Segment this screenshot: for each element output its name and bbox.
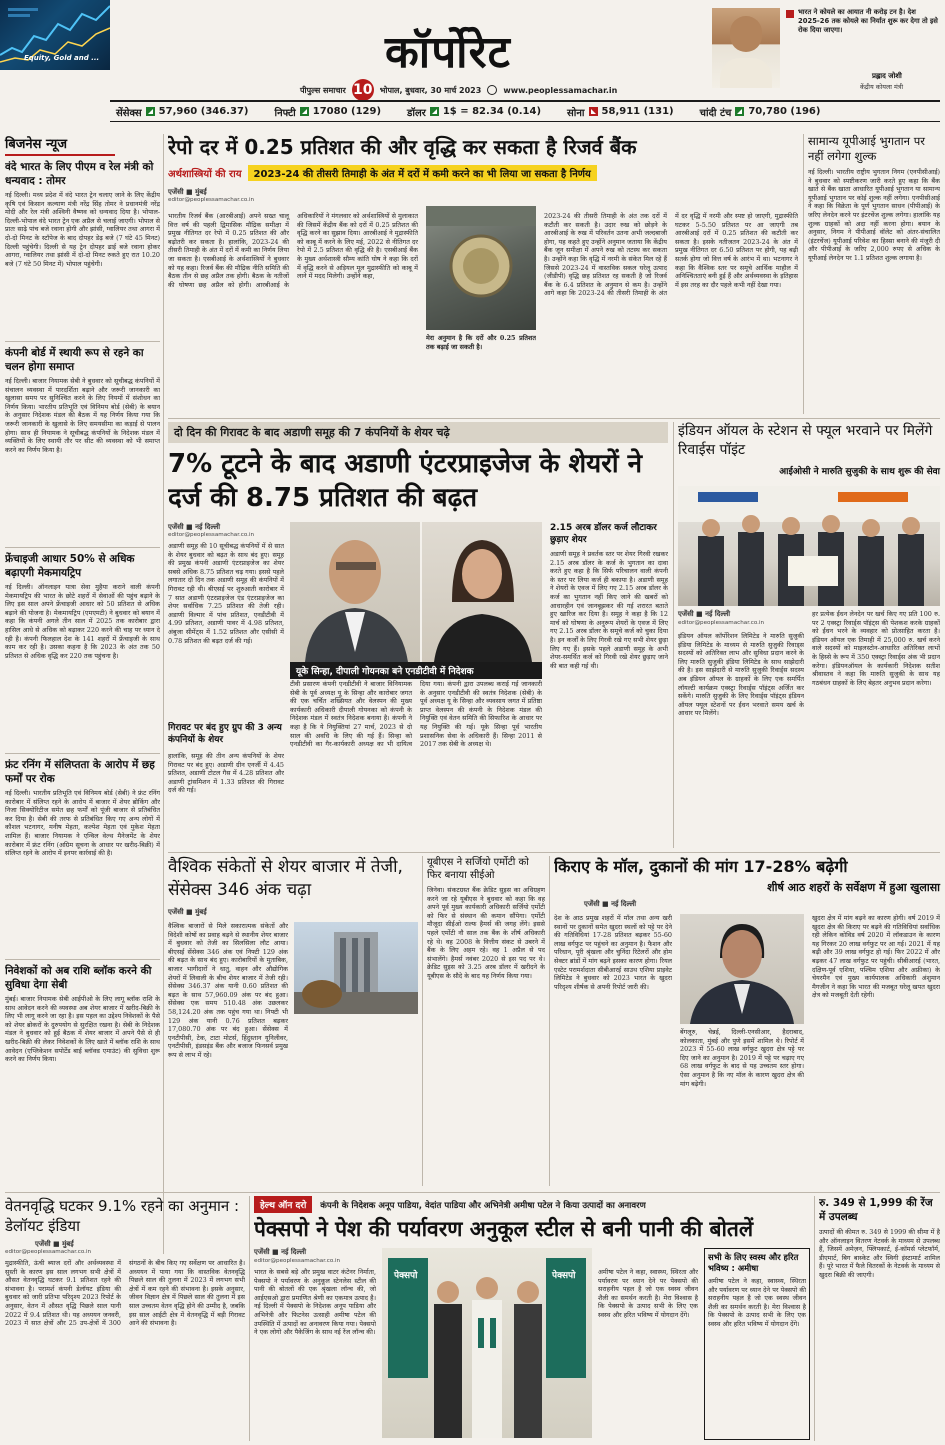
pexpo-headline: पेक्सपो ने पेश की पर्यावरण अनुकूल स्टील से बनी पानी की बोतलें: [254, 1217, 754, 1241]
ameesha-box: [704, 1248, 810, 1440]
quote-text: भारत ने कोयले का आयात नी करोड़ टन है। देश 2025-26 तक कोयले का निर्यात शुरू कर देगा तो इसे रोक दिया जाएगा।: [798, 8, 938, 34]
rbi-photo: [426, 206, 536, 330]
uk-sinha-photo: [290, 522, 420, 662]
arrow-down-icon: [589, 107, 598, 116]
story-headline: कंपनी बोर्ड में स्थायी रूप से रहने का चलन होगा समाप्त: [5, 347, 144, 373]
deloitte-story: [5, 1196, 245, 1441]
ameesha-box-body: अमीषा पटेल ने कहा, स्वास्थ्य, स्थिरता और पर्यावरण पर ध्यान देने पर पेक्सपो की सराहनीय पहल है जो एक स्वस्थ जीवन शैली का समर्थन करती है। मेरा विश्वास है कि पेक्सपो के उत्पाद सभी के लिए एक स्वस्थ और हरित भविष्य में योगदान देंगे।: [708, 1277, 806, 1328]
ubs-story: [427, 856, 545, 1186]
upi-headline: सामान्य यूपीआई भुगतान पर नहीं लगेगा शुल्क: [808, 134, 925, 163]
deloitte-byline: एजेंसी ■ मुंबई: [35, 1240, 74, 1248]
price-range-headline: रु. 349 से 1,999 की रेंज में उपलब्ध: [819, 1197, 933, 1223]
story-body: नई दिल्ली। भारतीय प्रतिभूति एवं विनिमय बोर्ड (सेबी) ने फ्रंट रनिंग कारोबार में संलिप्त रहने के आरोप में बाजार में शेयर ब्रोकिंग और निजा सिक्योरिटीज समेत छह फर्मों को पूंजी बाजार से प्रतिबंधित कर दिया है। सेबी की तरफ से प्रतिबंधित किए गए अन्य लोगों में कौशल भटनागर, मनीष मेहता, कल्पेश मेहता एवं मुकेश मेहता शामिल हैं। बाजार नियामक ने एन्विल वेल्थ मैनेजमेंट के शेयर कारोबार में फ्रंट रनिंग (अग्रिम सूचना के आधार पर खरीद-बिक्री) में संलिप्त रहने के आरोप में इनपर कार्रवाई की है।: [5, 789, 160, 858]
pexpo-logo-text: पेक्सपो: [552, 1271, 576, 1281]
ticker-silver: [700, 105, 821, 119]
ioc-headline: इंडियन ऑयल के स्टेशन से फ्यूल भरवाने पर मिलेंगे रिवाईस पॉइंट: [678, 423, 933, 458]
ticker-nifty: [274, 105, 381, 119]
pexpo-byline: एजेंसी ■ नई दिल्ली: [254, 1248, 307, 1256]
lead-body-1: भारतीय रिजर्व बैंक (आरबीआई) अपने सख्त चालू वित्त वर्ष की पहली द्विमासिक मौद्रिक समीक्षा में प्रमुख नीतिगत दर रेपो में 0.25 प्रतिशत की और बढ़ोतरी कर सकता है। हालांकि, 2023-24 की तीसरी तिमाही के अंत में दरों में कमी का निर्णय लिया जा सकता है। एसबीआई के अर्थशास्त्रियों ने बुधवार को यह कहा। रिजर्व बैंक की मौद्रिक नीति समिति की बैठक तीन से छह अप्रैल तक होगी। बैठक के नतीजों की घोषणा छह अप्रैल को होगी। आरबीआई के अधिकारियों ने मंगलवार को अर्थशास्त्रियों से मुलाकात की जिसमें केंद्रीय बैंक को दरों में 0.25 प्रतिशत की वृद्धि करने का सुझाव दिया। आरबीआई ने मुद्रास्फीति को काबू में करने के लिए मई, 2022 से नीतिगत दर रेपो में 2.5 प्रतिशत की वृद्धि की है। एसबीआई बैंक के मुख्य अर्थशास्त्री सौम्य कांति घोष ने कहा कि दरों में वृद्धि करने से अड़ियल मूल मुद्रास्फीति को काबू में लाने में मदद मिलेगी। उन्होंने कहा,: [168, 212, 418, 289]
adani-headline: 7% टूटने के बाद अडाणी एंटरप्राइजेज के शेयरों ने दर्ज की 8.75 प्रतिशत की बढ़त: [168, 449, 643, 513]
ticker-label: सोना: [567, 107, 585, 119]
market-ticker: [110, 100, 940, 122]
lead-email[interactable]: editor@peoplessamachar.co.in: [168, 197, 255, 203]
story-body: नई दिल्ली। बाजार नियामक सेबी ने बुधवार को सूचीबद्ध कंपनियों में संचालन व्यवस्था में पारदर्शिता बढ़ाने और जरूरी जानकारी का खुलासा समय पर सुनिश्चित करने के लिए नियमों में संशोधन का निर्णय किया। भारतीय प्रतिभूति एवं विनिमय बोर्ड (सेबी) के बयान के अनुसार निदेशक मंडल की बैठक में यह निर्णय किया गया कि जरूरी जानकारी के खुलासे के लिए समयसीमा का कड़ाई से पालन होगा। साथ ही नियामक ने सूचीबद्ध कंपनियों के निदेशक मंडल में व्यक्तियों के लिए स्थायी तौर पर सीट की व्यवस्था को भी समाप्त करने का निर्णय किया है।: [5, 377, 160, 454]
malls-byline: एजेंसी ■ नई दिल्ली: [584, 900, 637, 908]
arrow-up-icon: [146, 107, 155, 116]
lead-headline: रेपो दर में 0.25 प्रतिशत की और वृद्धि कर सकता है रिजर्व बैंक: [168, 135, 637, 159]
ticker-label: निफ्टी: [274, 107, 296, 119]
market-banner-image: [0, 0, 110, 70]
malls-headline: किराए के मॉल, दुकानों की मांग 17-28% बढ़ेगी: [554, 857, 848, 876]
dateline: भोपाल, बुधवार, 30 मार्च 2023: [379, 85, 482, 95]
lead-subheadline: 2023-24 की तीसरी तिमाही के अंत में दरों में कमी करने का भी लिया जा सकता है निर्णय: [248, 165, 597, 181]
ioc-story: [678, 422, 940, 848]
pexpo-email[interactable]: editor@peoplessamachar.co.in: [254, 1258, 341, 1264]
ameesha-box-headline: सभी के लिए स्वस्थ और हरित भविष्य : अमीषा: [708, 1252, 799, 1273]
ticker-label: चांदी टंच: [699, 107, 732, 119]
minister-photo: [712, 8, 780, 88]
section-label: बिजनेस न्यूज: [5, 134, 115, 156]
adani-email[interactable]: editor@peoplessamachar.co.in: [168, 532, 255, 538]
quote-mark-icon: [786, 10, 794, 18]
upi-body: नई दिल्ली। भारतीय राष्ट्रीय भुगतान निगम (एनपीसीआई) ने बुधवार को स्पष्टीकरण जारी करते हुए कहा कि बैंक खाते से बैंक खाता आधारित यूपीआई भुगतान या सामान्य यूपीआई भुगतान पर कोई शुल्क नहीं लगेगा। एनपीसीआई ने कहा कि विक्रेता के पूर्ण भुगतान साधन (पीपीआई) के जरिए लेनदेन करने पर इंटरचेंज शुल्क लगेगा। हालांकि यह शुल्क ग्राहकों को अदा नहीं करना होगा। बयान के अनुसार, निगम ने पीपीआई वॉलेट को अंतर-संचालित (इंटरचेंज) यूपीआई परिवेश का हिस्सा बनाने की मंजूरी दी और पीपीआई के जरिए 2,000 रुपए से अधिक के यूपीआई लेनदेन पर 1.1 प्रतिशत शुल्क लगाया है।: [808, 168, 940, 262]
lead-tag: अर्थशास्त्रियों की राय: [168, 169, 242, 180]
ticker-sensex: [116, 105, 248, 119]
ubs-body: जिनेवा। संकटग्रस्त बैंक क्रेडिट सुइस का अधिग्रहण करने जा रहे यूबीएस ने बुधवार को कहा कि वह अपने पूर्व मुख्य कार्यकारी अधिकारी सर्जियो एर्मोटी को फिर से संस्थान की कमान सौंपेगा। एर्मोटी मौजूदा सीईओ राल्फ हैमर्स की जगह लेंगे। इससे पहले एर्मोटी नौ साल तक बैंक के शीर्ष अधिकारी रहे थे। वह 2008 के वित्तीय संकट से उबरने में बैंक के लिए अहम रहे। वह 1 अप्रैल से पद संभालेंगे। हैमर्स नवंबर 2020 से इस पद पर थे। क्रेडिट सुइस को 3.25 अरब डॉलर में खरीदने के यूबीएस के सौदे के बाद यह निर्णय किया गया।: [427, 886, 545, 980]
quote-designation: केंद्रीय कोयला मंत्री: [860, 83, 903, 91]
ticker-dollar: [407, 105, 541, 119]
deepali-goenka-photo: [422, 522, 542, 662]
sensex-story: [168, 856, 418, 1186]
adani-kicker: दो दिन की गिरावट के बाद अडाणी समूह की 7 कंपनियों के शेयर चढ़े: [168, 422, 668, 443]
ioc-event-photo: [678, 486, 940, 606]
dateline-bar: [300, 81, 700, 99]
business-news-column: [5, 134, 160, 1254]
malls-body-3: खुदरा क्षेत्र में मांग बढ़ने का कारण होगी। वर्ष 2019 में खुदरा क्षेत्र की किराए पर बढ़ने की गतिविधियां सर्वाधिक रही लेकिन कोविड वर्ष 2020 में लॉकडाउन के कारण यह गिरकर 20 लाख वर्गफुट पर आ गई। 2021 में यह बढ़ी और 39 लाख वर्गफुट हो गई। फिर 2022 में और बढ़कर 47 लाख वर्गफुट पर पहुंची। सीबीआरई (भारत, दक्षिण-पूर्व एशिया, पश्चिम एशिया और अफ्रीका) के चेयरमैन एवं मुख्य कार्यपालक अधिकारी अंशुमान मैगजीन ने कहा कि भारत की मजबूत घरेलू खपत खुदरा क्षेत्र को मजबूती देती रहेगी।: [812, 914, 940, 1000]
ticker-label: सेंसेक्स: [116, 107, 142, 119]
story-headline: फ्रेंचाइजी आधार 50% से अधिक बढ़ाएगी मेकमायट्रिप: [5, 553, 135, 579]
pexpo-body-2: अमीषा पटेल ने कहा, स्वास्थ्य, स्थिरता और पर्यावरण पर ध्यान देने पर पेक्सपो की सराहनीय पहल है जो एक स्वस्थ जीवन शैली का समर्थन करती है। मेरा विश्वास है कि पेक्सपो के उत्पाद सभी के लिए एक स्वस्थ और हरित भविष्य में योगदान देंगे।: [598, 1268, 698, 1319]
ticker-value: 57,960 (346.37): [158, 106, 249, 117]
pexpo-launch-photo: [382, 1248, 592, 1438]
ticker-value: 1$ = 82.34 (0.14): [442, 106, 542, 117]
health-tag: हेल्थ ऑन दरो: [254, 1196, 312, 1213]
pexpo-kicker: कंपनी के निदेशक अनूप पाडिया, वेदांत पाडिया और अभिनेत्री अमीषा पटेल ने किया उत्पादों का अनावरण: [320, 1200, 646, 1211]
malls-subheadline: शीर्ष आठ शहरों के सर्वेक्षण में हुआ खुलासा: [767, 881, 940, 894]
story-body: नई दिल्ली। मध्य प्रदेश में वंदे भारत ट्रेन चलाए जाने के लिए केंद्रीय कृषि एवं किसान कल्याण मंत्री नरेंद्र सिंह तोमर ने प्रधानमंत्री नरेंद्र मोदी और रेल मंत्री अश्विनी वैष्णव को धन्यवाद दिया है। भोपाल-दिल्ली-भोपाल वंदे भारत ट्रेन एक अप्रैल से चलाई जाएगी। भोपाल से प्रातः साढ़े पांच बजे रवाना होगी और झांसी, ग्वालियर तथा आगरा में दो-दो मिनट के स्टॉपेज के बाद दोपहर डेढ़ बजे (7 घंटे 45 मिनट) दिल्ली पहुंचेगी। दिल्ली से यह ट्रेन दोपहर ढाई बजे रवाना होकर आगरा, ग्वालियर तथा झांसी में दो-दो मिनट रुकते हुए रात 10.20 बजे (7 घंटे 50 मिनट में) भोपाल पहुंचेगी।: [5, 191, 160, 268]
globe-icon: [487, 85, 497, 95]
ndtv-body: टीवी प्रसारण कंपनी एनडीटीवी ने बाजार विनियामक सेबी के पूर्व अध्यक्ष यू के सिन्हा और कारोबार जगत की एक चर्चित शख्सियत और वेलस्पन की मुख्य कार्यकारी अधिकारी दीपाली गोयनका को कंपनी के निदेशक मंडल में स्वतंत्र निदेशक बनाया है। कंपनी ने कहा है कि ये नियुक्तियां 27 मार्च, 2023 से दो साल की अवधि के लिए की गई हैं। सिन्हा को एनडीटीवी का गैर-कार्यकारी अध्यक्ष का भी दायित्व दिया गया। कंपनी द्वारा उपलब्ध कराई गई जानकारी के अनुसार एनडीटीवी की स्वतंत्र निदेशक (सेबी) के पूर्व अध्यक्ष यू के सिन्हा और व्यवसाय जगत में प्रतिष्ठा प्राप्त वेलस्पन की कंपनी के निदेशक मंडल की नियुक्ति एवं वेतन समिति की सिफारिश के आधार पर यह नियुक्ति की गई। यूके सिन्हा पूर्व भारतीय प्रशासनिक सेवा के अधिकारी हैं। सिन्हा 2011 से 2017 तक सेबी के अध्यक्ष थे।: [290, 680, 542, 749]
anshuman-magazine-photo: [680, 914, 804, 1024]
pexpo-logo-text: पेक्सपो: [394, 1271, 418, 1281]
story-headline: वंदे भारत के लिए पीएम व रेल मंत्री को धन्यवाद : तोमर: [5, 161, 154, 187]
deloitte-headline: वेतनवृद्धि घटकर 9.1% रहने का अनुमान : डेलॉयट इंडिया: [5, 1197, 240, 1235]
deloitte-body: मुद्रास्फीति, ऊंची ब्याज दरों और अर्थव्यवस्था में सुस्ती के कारण इस साल लगभग सभी क्षेत्रों में औसत वेतनवृद्धि घटकर 9.1 प्रतिशत रहने की संभावना है। परामर्श कंपनी डेलॉयट इंडिया की बुधवार को जारी प्रतिभा परिदृश्य 2023 रिपोर्ट के अनुसार, वेतन में औसत वृद्धि पिछले साल यानी 2022 में 9.4 प्रतिशत थी। यह अध्ययन जनवरी, 2023 में सात क्षेत्रों और 25 उप-क्षेत्रों में 300 संगठनों के बीच किए गए सर्वेक्षण पर आधारित है। अध्ययन में पाया गया कि वास्तविक वेतनवृद्धि पिछले साल की तुलना में 2023 में लगभग सभी क्षेत्रों में कम रहने की संभावना है। इसके अनुसार, जीवन विज्ञान क्षेत्र में पिछले साल की तुलना में इस साल उच्चतम वेतन वृद्धि होने की उम्मीद है, जबकि इस साल आईटी क्षेत्र में वेतनवृद्धि में बड़ी गिरावट आने की संभावना है।: [5, 1259, 245, 1328]
ioc-byline: एजेंसी ■ नई दिल्ली: [678, 610, 731, 618]
ubs-headline: यूबीएस ने सर्जियो एर्मोटी को फिर बनाया सीईओ: [427, 857, 529, 881]
bse-building-photo: [294, 922, 418, 1014]
adani-byline: एजेंसी ■ नई दिल्ली: [168, 523, 221, 531]
quote-name: प्रह्लाद जोशी: [872, 72, 902, 80]
ndtv-caption: यूके सिन्हा, दीपाली गोयनका बने एनडीटीवी में निदेशक: [290, 662, 542, 679]
ioc-email[interactable]: editor@peoplessamachar.co.in: [678, 620, 765, 626]
price-range-story: [819, 1196, 940, 1441]
arrow-up-icon: [300, 107, 309, 116]
malls-body-2: बेंगलूरु, चेन्नई, दिल्ली-एनसीआर, हैदराबाद, कोलकाता, मुंबई और पुणे इसमें शामिल थे। रिपोर्ट में 2023 में 55-60 लाख वर्गफुट खुदरा क्षेत्र पट्टे पर दिए जाने का अनुमान है। 2019 में पट्टे पर चढ़ाए गए 68 लाख वर्गफुट के बाद से यह उच्चतम स्तर होगा। ऐसा अनुमान है कि नए मॉल के कारण खुदरा क्षेत्र की मांग बढ़ेगी।: [680, 1028, 804, 1088]
ticker-value: 17080 (129): [312, 106, 382, 117]
adani-body-1: अडाणी समूह की 10 सूचीबद्ध कंपनियों में से सात के शेयर बुधवार को बढ़त के साथ बंद हुए। समूह की प्रमुख कंपनी अडाणी एंटरप्राइजेज का शेयर सबसे अधिक 8.75 प्रतिशत चढ़ गया। इससे पहले लगातार दो दिन तक अडाणी समूह की कंपनियों में गिरावट रही थी। बीएसई पर शुरुआती कारोबार में 7 सात अडाणी एंटरप्राइजेज एंड एंटरप्राइजेज का शेयर सर्वाधिक 7.25 प्रतिशत की तेजी रही। अडाणी विल्मार में पांच प्रतिशत, एनडीटीवी में 4.99 प्रतिशत, अडाणी पावर में 4.98 प्रतिशत, अंबुजा सीमेंट्स में 1.52 प्रतिशत और एसीसी में 0.78 प्रतिशत की बढ़त दर्ज की गई।: [168, 542, 284, 645]
ioc-body-2: हर प्रत्येक ईंधन लेनदेन पर खर्च किए गए प्रति 100 रु. पर 2 एक्स्ट्रा रिवार्ड्स पॉइंट्स की पेशकश करके ग्राहकों को ईंधन भरने के व्यवहार को प्रोत्साहित करता है। इंडियन ऑयल एक तिमाही में 25,000 रु. खर्च करने वाले सदस्यों को माइलस्टोन-आधारित अतिरिक्त लाभों के हिस्से के रूप में 350 एक्स्ट्रा रिवार्ड्स अंक भी प्रदान करेगा। इंडियनऑयल के कार्यकारी निदेशक सतीश श्रीवास्तव ने कहा कि मारुति सुजुकी के साथ यह गठबंधन ग्राहकों के लिए बेहतर अनुभव प्रदान करेगा।: [812, 610, 940, 687]
adani-story: [168, 422, 668, 848]
ticker-label: डॉलर: [407, 107, 426, 119]
paper-name: पीपुल्स समाचार: [300, 85, 346, 95]
section-title: कॉर्पोरेट: [385, 27, 511, 78]
story-body: मुंबई। बाजार नियामक सेबी आईपीओ के लिए लागू ब्लॉक राशि के साथ आवेदन करने की व्यवस्था अब शेयर बाजार में खरीद-बिक्री के लिए भी लागू करने जा रहा है। इस पहल का उद्देश्य निवेशकों के पैसे को शेयर ब्रोकरों के दुरुपयोग से सुरक्षित रखना है। सेबी के निदेशक मंडल ने बुधवार को हुई बैठक में शेयर बाजार में अपने पैसे से ही खरीद-बिक्री की लेकर निवेशकों के लिए खाते में ब्लॉक राशि के साथ आवेदन (एप्लिकेशन सपोर्टेड बाई ब्लॉक्ड एमाउंट) की सुविधा शुरू करने का निर्णय किया।: [5, 995, 160, 1064]
malls-story: [554, 856, 940, 1186]
malls-body-1: देश के आठ प्रमुख शहरों में मॉल तथा अन्य खरी स्थानों पर दुकानों समेत खुदरा स्थलों को पट्टे पर देने की गतिविधियां 17-28 प्रतिशत बढ़कर 55-60 लाख वर्गफुट पर पहुंचने का अनुमान है। फैशन और परिधान, पूरी श्रृंखला और चुनिंदा रिटेलरों और होम सेक्टर ब्रांडों में मांग बढ़ने इसका कारण होगा। रियल एस्टेट परामर्शदाता सीबीआरई साउथ एशिया प्राइवेट लिमिटेड ने बुधवार को 2023 भारत के खुदरा परिदृश्य शीर्षक से अपनी रिपोर्ट जारी की।: [554, 914, 672, 991]
story-headline: निवेशकों को अब राशि ब्लॉक करने की सुविधा देगा सेबी: [5, 965, 152, 991]
pexpo-kicker-row: [254, 1196, 810, 1213]
adani-subhead-2: गिरावट पर बंद हुए ग्रुप की 3 अन्य कंपनियों के शेयर: [168, 723, 282, 745]
quote-box: [712, 8, 940, 92]
lead-sub-bar: [168, 164, 798, 182]
upi-story: [808, 134, 940, 414]
adani-side-headline: 2.15 अरब डॉलर कर्ज लौटाकर छुड़ाए शेयर: [550, 523, 657, 545]
pexpo-body: भारत के सबसे बड़े और प्रमुख वाटर कंटेनर निर्माता, पेक्सपो ने पर्यावरण के अनुकूल स्टेनलेस स्टील की पानी की बोतलों की एक श्रृंखला लॉन्च की, जो आईएसओ द्वारा प्रमाणित श्रेणी का एकमात्र उत्पाद है। नई दिल्ली में पेक्सपो के निदेशक अनूप पाडिया और अभिनेत्री और फिटनेस उत्साही अमीषा पटेल की उपस्थिति में उत्पादों का अनावरण किया गया। पेक्सपो ने एक लोगो और पैकेजिंग के साथ नई रेंज लॉन्च की।: [254, 1268, 376, 1337]
lead-byline: एजेंसी ■ मुंबई: [168, 188, 207, 196]
ticker-value: 58,911 (131): [601, 106, 674, 117]
ioc-subheadline: आईओसी ने मारुति सुजुकी के साथ शुरू की सेवा: [779, 467, 940, 477]
page-number: 10: [352, 79, 374, 101]
adani-side-body: अडाणी समूह ने प्रवर्तक स्तर पर शेयर गिरवी रखकर 2.15 अरब डॉलर के कर्ज के भुगतान का दावा करते हुए कहा है कि सिर्फ परिचालन वाली कंपनी के स्तर पर लिया कर्ज ही बकाया है। अडाणी समूह ने शेयरों के एवज में लिए गए 2.15 अरब डॉलर के कर्ज का भुगतान नहीं किए जाने की खबरों को आधारहीन एवं जानबूझकर की गई शरारत बताते हुए खारिज कर दिया है। समूह ने कहा है कि 12 मार्च को घोषणा के अनुरूप शेयरों के एवज में लिए गए 2.15 अरब डॉलर के समूचे कर्ज को चुका दिया है। इन कर्जों के लिए गिरवी रखे गए सभी शेयर छुड़ा लिए गए हैं। इसके पहले अडाणी समूह के अभी शेयर-समर्थित कर्ज को गिरवी रखे शेयर छुड़ाए जाने की बात कही गई थी।: [550, 550, 668, 670]
story-body: नई दिल्ली। ऑनलाइन यात्रा सेवा मुहैया कराने वाली कंपनी मेकमायट्रिप की भारत के छोटे शहरों में सेवाओं की पहुंच बढ़ाने के लिए इस साल अपने फ्रेंचाइजी आधार को 50 प्रतिशत से अधिक बढ़ाने की योजना है। मेकमायट्रिप (एमएमटी) ने बुधवार को बयान में कहा कि कंपनी अगले तीन साल में 2025 तक कारोबार द्वारा हासिल आधे से अधिक को बढ़ाकर 220 करने की चाह पर ध्यान दे रही है। कंपनी फिलहाल देश के 141 शहरों में फ्रेंचाइजी के साथ काम कर रही है। उसका कहना है कि 2023 के अंत तक 50 प्रतिशत से अधिक वृद्धि कर 220 तक पहुंचना है।: [5, 583, 160, 660]
story-headline: फ्रंट रनिंग में संलिप्तता के आरोप में छह फर्मों पर रोक: [5, 759, 155, 785]
lead-body-2: 2023-24 की तीसरी तिमाही के अंत तक दरों में कटौती कर सकती है। उदार रुख को छोड़ने के आरबीआई के रुख में परिवर्तन उतना अभी जल्दबाजी होगा, यह कहते हुए उन्होंने अनुमान जताया कि केंद्रीय बैंक जून समीक्षा में अपने रुख को तटस्थ कर सकता है। उन्होंने कहा कि वृद्धि में नरमी के संकेत मिल रहे हैं जिससे 2023-24 में वास्तविक सकल घरेलू उत्पाद (जीडीपी) वृद्धि छह प्रतिशत रह सकती है जो रिजर्व बैंक के 6.4 प्रतिशत के अनुमान से कम है। उन्होंने आगे कहा कि 2023-24 की तीसरी तिमाही के अंत में दर वृद्धि में नरमी और स्पष्ट हो जाएगी, मुद्रास्फीति घटकर 5-5.50 प्रतिशत पर आ जाएगी तब आरबीआई दरों में 0.25 प्रतिशत की कटौती कर सकता है। इसके नतीजतन 2023-24 के अंत में प्रमुख नीतिगत दर 6.50 प्रतिशत पर होगी, यह बढ़ी सतर्क होगा जो वित्त वर्ष के आरंभ में था। भटनागर ने कहा कि वैश्विक स्तर पर समूचे आर्थिक माहौल में अनिश्चितताएं बनी हुई हैं और अर्थव्यवस्था के इतिहास में इस तरह का दौर पहले कभी नहीं देखा गया।: [544, 212, 798, 298]
rbi-photo-caption: मेरा अनुमान है कि दरों और 0.25 प्रतिशत तक बढ़ाई जा सकती है।: [426, 334, 536, 351]
masthead: [0, 0, 945, 100]
ticker-gold: [567, 105, 674, 119]
pexpo-story: [254, 1196, 810, 1441]
adani-body-2: हालांकि, समूह की तीन अन्य कंपनियों के शेयर गिरावट पर बंद हुए। अडाणी ग्रीन एनर्जी में 4.45 प्रतिशत, अडाणी टोटल गैस में 4.28 प्रतिशत और अडाणी ट्रांसमिशन में 1.33 प्रतिशत की गिरावट दर्ज की गई।: [168, 752, 284, 795]
deloitte-email[interactable]: editor@peoplessamachar.co.in: [5, 1249, 92, 1255]
sensex-headline: वैश्विक संकेतों से शेयर बाजार में तेजी, सेंसेक्स 346 अंक चढ़ा: [168, 857, 403, 900]
price-range-body: उत्पादों की कीमत रु. 349 से 1999 की सीमा में है और ऑनलाइन वितरण नेटवर्क के माध्यम से उपलब्ध हैं, जिसमें अमेज़न, फ्लिपकार्ट, ई-कॉमर्स प्लेटफॉर्म, डीएमार्ट, बिग बास्केट और स्विगी इंस्टामार्ट शामिल हैं। पूरे भारत में फैले वितरकों के नेटवर्क के माध्यम से खुदरा बिक्री की जाएगी।: [819, 1228, 940, 1279]
arrow-up-icon: [735, 107, 744, 116]
market-banner-text: Equity, Gold and ...: [24, 54, 100, 62]
lead-story: [168, 134, 798, 414]
sensex-byline: एजेंसी ■ मुंबई: [168, 908, 207, 916]
website-link[interactable]: www.peoplessamachar.in: [503, 85, 618, 95]
sensex-body: वैश्विक बाजारों से मिले सकारात्मक संकेतों और विदेशी कोषों का प्रवाह बढ़ने से स्थानीय शेयर बाजार में बुधवार को तेजी का सिलसिला लौट आया। बीएसई सेंसेक्स 346 अंक एवं निफ्टी 129 अंक की बढ़त के साथ बंद हुए। कारोबारियों के मुताबिक, बाजार भागीदारों ने धातु, वाहन और औद्योगिक शेयरों में लिवाली के बीच शेयर बाजार में तेजी रही। सेंसेक्स 346.37 अंक यानी 0.60 प्रतिशत की बढ़त के साथ 57,960.09 अंक पर बंद हुआ। सेंसेक्स एक समय 510.48 अंक उछलकर 58,124.20 अंक तक पहुंच गया था। निफ्टी भी 129 अंक यानी 0.76 प्रतिशत बढ़कर 17,080.70 अंक पर बंद हुआ। सेंसेक्स में एनटीपीसी, टेक, टाटा मोटर्स, हिंदुस्तान यूनिलीवर, एनटीपीसी, इंडसइंड बैंक और बजाज फिनसर्व प्रमुख रूप से लाभ में रहे।: [168, 922, 288, 1059]
arrow-up-icon: [430, 107, 439, 116]
ticker-value: 70,780 (196): [748, 106, 821, 117]
ioc-body-1: इंडियन ऑयल कॉर्पोरेशन लिमिटेड ने मारुति सुजुकी इंडिया लिमिटेड के माध्यम से मारुति सुजुकी रिवाड्स सदस्यों को अतिरिक्त लाभ और सुविधा प्रदान करने के लिए मारुति सुजुकी इंडिया लिमिटेड के साथ साझेदारी की है। इस साझेदारी से मारुति सुजुकी रिवार्ड्स सदस्य अब इंडियन ऑयल के ग्राहकों के लिए एक समर्पित लॉयल्टी कार्यक्रम एक्स्ट्रा रिवार्ड्स पॉइंट्स अर्जित कर सकेंगे। मारुति सुजुकी के लिए रिवार्ड्स पॉइंट्स इंडियन ऑयल फ्यूल स्टेशनों पर ईंधन भरवाते समय खर्च के आधार पर मिलेंगे।: [678, 632, 804, 718]
